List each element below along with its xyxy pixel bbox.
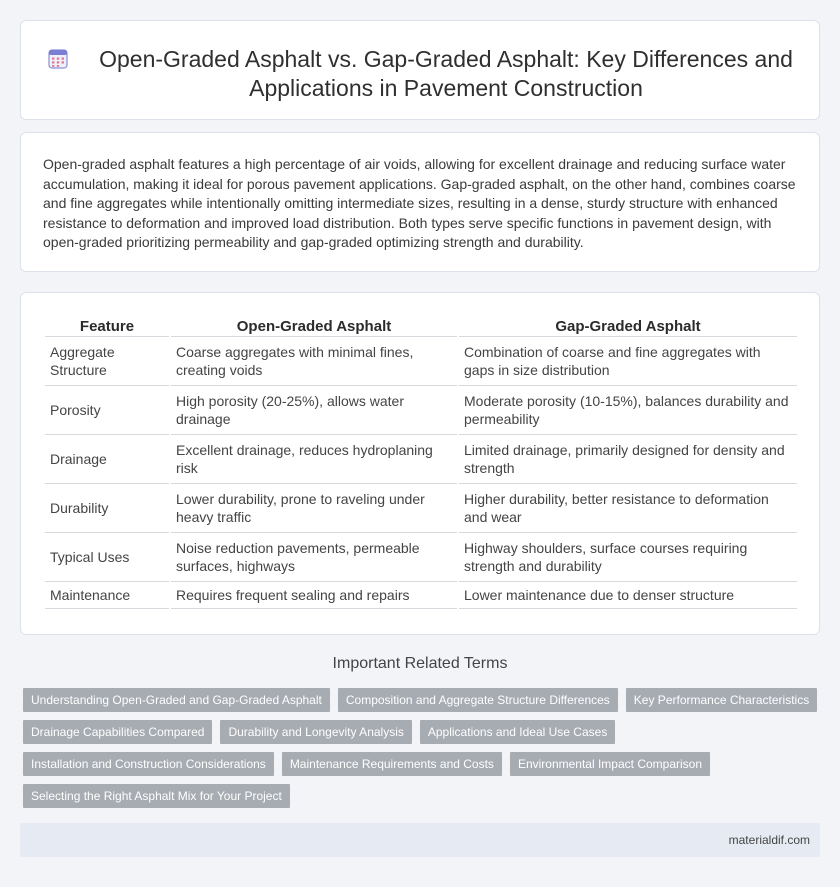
column-header-feature: Feature	[45, 315, 169, 337]
footer-site-link[interactable]: materialdif.com	[728, 833, 810, 847]
open-graded-cell: Excellent drainage, reduces hydroplaning risk	[171, 435, 457, 484]
table-row	[45, 337, 797, 386]
summary-card	[20, 132, 820, 272]
open-graded-cell: Lower durability, prone to raveling under heavy traffic	[171, 484, 457, 533]
gap-graded-cell: Lower maintenance due to denser structure	[459, 582, 797, 609]
related-term-tag[interactable]: Applications and Ideal Use Cases	[420, 720, 615, 744]
calendar-grid-icon	[47, 48, 69, 70]
column-header-gap-graded: Gap-Graded Asphalt	[459, 315, 797, 337]
table-row	[45, 582, 797, 609]
gap-graded-cell: Limited drainage, primarily designed for density and strength	[459, 435, 797, 484]
table-row	[45, 435, 797, 484]
open-graded-cell: Coarse aggregates with minimal fines, creating voids	[171, 337, 457, 386]
gap-graded-cell: Moderate porosity (10-15%), balances durability and permeability	[459, 386, 797, 435]
open-graded-cell: High porosity (20-25%), allows water drainage	[171, 386, 457, 435]
page-title: Open-Graded Asphalt vs. Gap-Graded Asphalt: Key Differences and Applications in Pavement Construction	[99, 46, 793, 101]
title-card	[20, 20, 820, 120]
related-term-tag[interactable]: Installation and Construction Considerations	[23, 752, 274, 776]
feature-cell: Maintenance	[45, 582, 169, 609]
summary-text: Open-graded asphalt features a high percentage of air voids, allowing for excellent drainage and reducing surface water accumulation, making it ideal for porous pavement applications. Gap-graded asphalt, on the other hand, combines coarse and fine aggregates while intentionally omitting intermediate sizes, resulting in a dense, sturdy structure with enhanced resistance to deformation and improved load distribution. Both types serve specific functions in pavement design, with open-graded prioritizing permeability and gap-graded optimizing strength and durability.	[43, 156, 796, 250]
feature-cell: Porosity	[45, 386, 169, 435]
table-row	[45, 386, 797, 435]
feature-cell: Aggregate Structure	[45, 337, 169, 386]
feature-cell: Drainage	[45, 435, 169, 484]
column-header-open-graded: Open-Graded Asphalt	[171, 315, 457, 337]
related-term-tag[interactable]: Drainage Capabilities Compared	[23, 720, 212, 744]
related-term-tag[interactable]: Durability and Longevity Analysis	[220, 720, 411, 744]
table-row	[45, 484, 797, 533]
gap-graded-cell: Combination of coarse and fine aggregates with gaps in size distribution	[459, 337, 797, 386]
related-terms-list	[23, 688, 823, 816]
related-term-tag[interactable]: Key Performance Characteristics	[626, 688, 817, 712]
related-terms-heading: Important Related Terms	[332, 655, 508, 672]
footer	[20, 823, 820, 857]
related-term-tag[interactable]: Understanding Open-Graded and Gap-Graded Asphalt	[23, 688, 330, 712]
table-header-row	[45, 315, 797, 337]
feature-cell: Typical Uses	[45, 533, 169, 582]
feature-cell: Durability	[45, 484, 169, 533]
open-graded-cell: Noise reduction pavements, permeable surfaces, highways	[171, 533, 457, 582]
comparison-table-card	[20, 292, 820, 635]
related-term-tag[interactable]: Selecting the Right Asphalt Mix for Your Project	[23, 784, 290, 808]
gap-graded-cell: Higher durability, better resistance to deformation and wear	[459, 484, 797, 533]
gap-graded-cell: Highway shoulders, surface courses requiring strength and durability	[459, 533, 797, 582]
table-row	[45, 533, 797, 582]
related-term-tag[interactable]: Composition and Aggregate Structure Differences	[338, 688, 618, 712]
related-term-tag[interactable]: Maintenance Requirements and Costs	[282, 752, 502, 776]
related-term-tag[interactable]: Environmental Impact Comparison	[510, 752, 710, 776]
comparison-table	[43, 315, 799, 609]
open-graded-cell: Requires frequent sealing and repairs	[171, 582, 457, 609]
